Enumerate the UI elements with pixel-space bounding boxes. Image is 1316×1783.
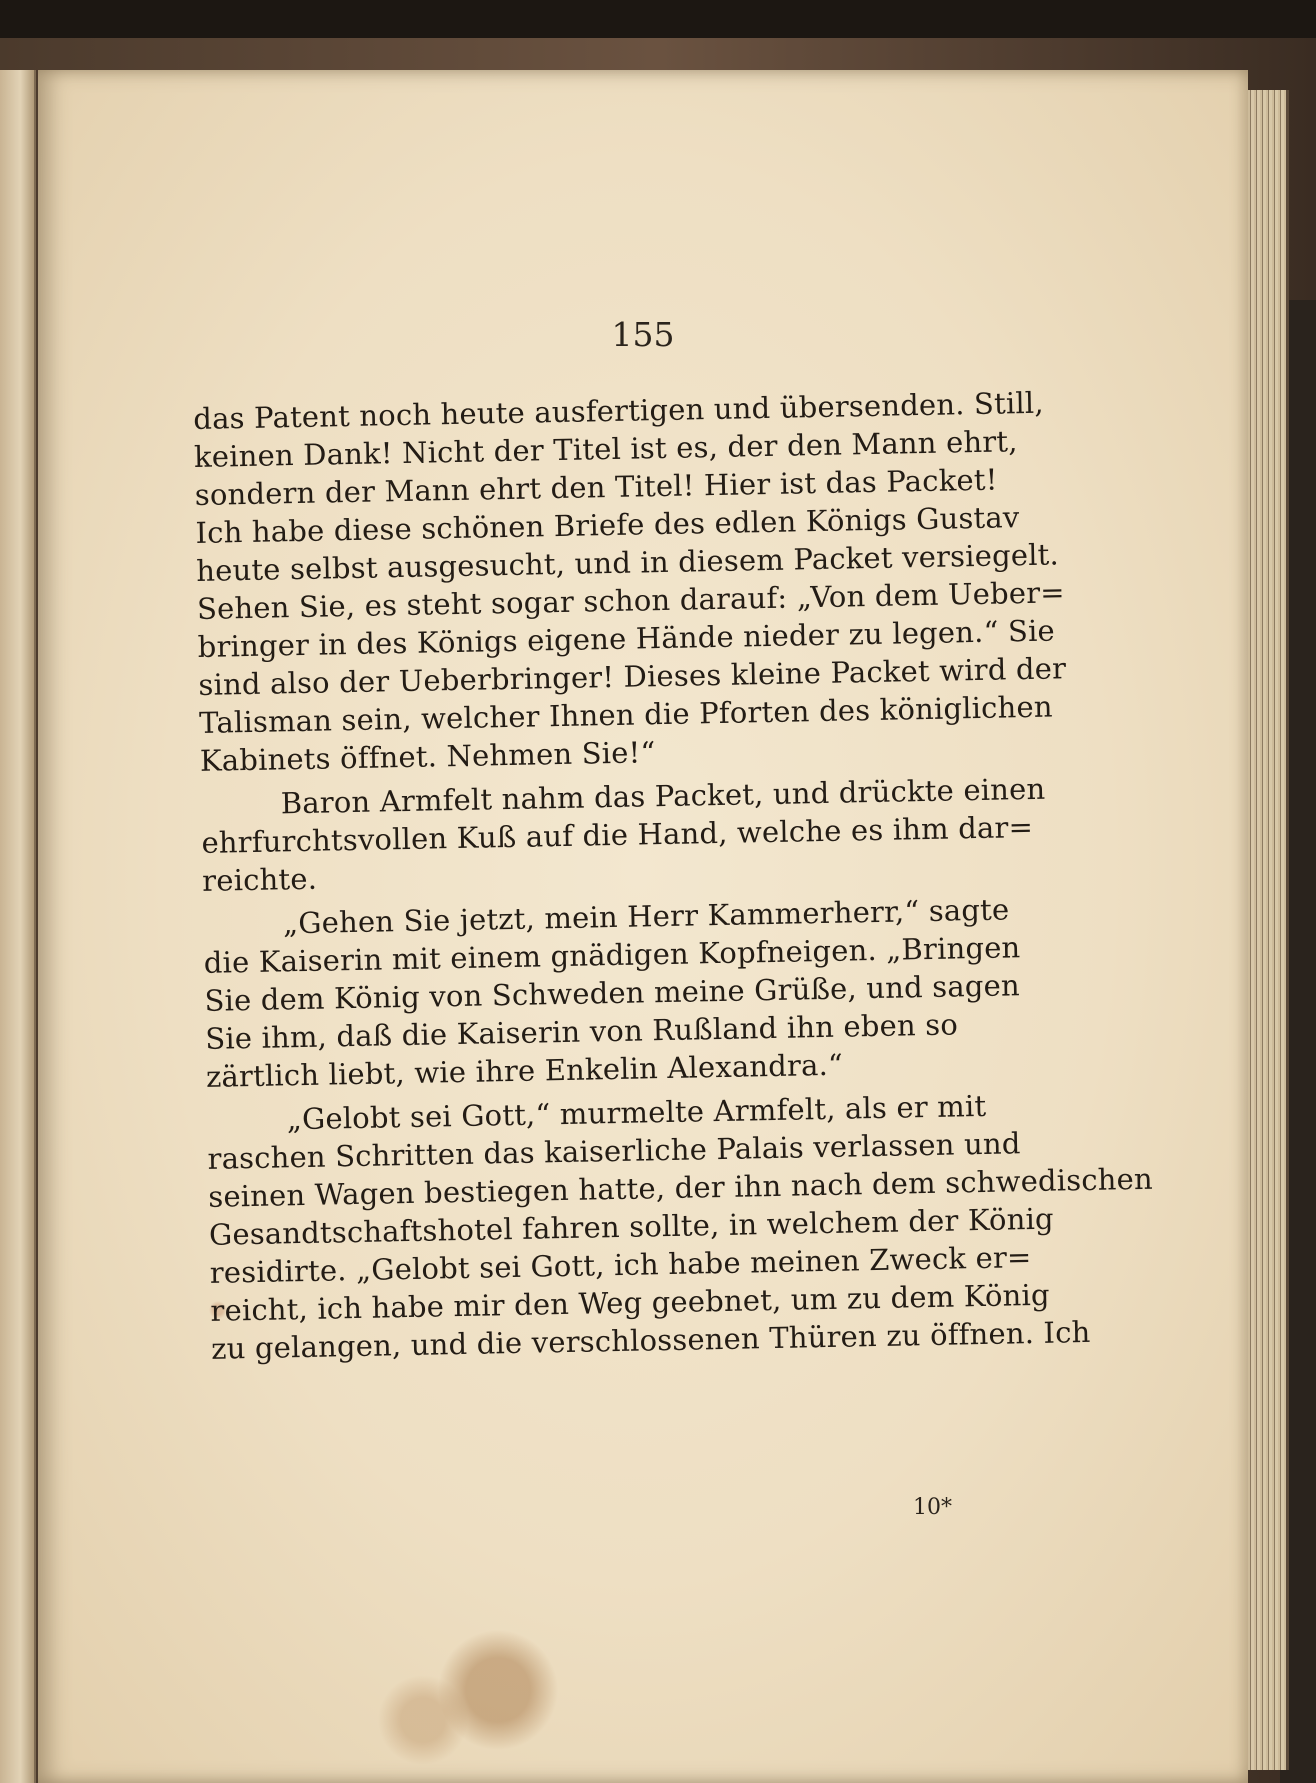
text-line: zärtlich liebt, wie ihre Enkelin Alexandra.“ (205, 1047, 844, 1094)
text-line: keinen Dank! Nicht der Titel ist es, der den Mann ehrt, (193, 424, 1018, 474)
book-page (38, 70, 1248, 1783)
text-line: sind also der Ueberbringer! Dieses kleine Packet wird der (198, 651, 1067, 702)
text-line: Sehen Sie, es steht sogar schon darauf: „Von dem Ueber= (196, 575, 1066, 626)
text-line: reichte. (201, 861, 318, 898)
text-line: das Patent noch heute ausfertigen und übersenden. Still, (193, 385, 1045, 436)
printer-signature-mark: 10* (913, 1495, 952, 1520)
text-line: Gesandtschaftshotel fahren sollte, in welchem der König (208, 1201, 1055, 1252)
text-line: Sie ihm, daß die Kaiserin von Rußland ihn eben so (204, 1007, 959, 1056)
text-line: sondern der Mann ehrt den Titel! Hier ist das Packet! (194, 462, 998, 512)
text-line: Sie dem König von Schweden meine Grüße, und sagen (204, 968, 1021, 1018)
text-line: seinen Wagen bestiegen hatte, der ihn nach dem schwedischen (207, 1161, 1154, 1214)
text-line: raschen Schritten das kaiserliche Palais verlassen und (207, 1126, 1021, 1176)
text-line: residirte. „Gelobt sei Gott, ich habe meinen Zweck er= (209, 1240, 1032, 1290)
text-line: Baron Armfelt nahm das Packet, und drückte einen (280, 771, 1046, 821)
text-line: reicht, ich habe mir den Weg geebnet, um zu dem König (210, 1277, 1051, 1328)
text-line: die Kaiserin mit einem gnädigen Kopfneigen. „Bringen (203, 930, 1021, 980)
page-number: 155 (611, 315, 675, 354)
page-text (193, 382, 1154, 1368)
left-page-edge (0, 70, 36, 1783)
text-line: ehrfurchtsvollen Kuß auf die Hand, welche es ihm dar= (201, 809, 1034, 860)
text-line: „Gelobt sei Gott,“ murmelte Armfelt, als er mit (286, 1088, 987, 1137)
text-line: „Gehen Sie jetzt, mein Herr Kammerherr,“ sagte (282, 892, 1010, 941)
text-line: bringer in des Königs eigene Hände nieder zu legen.“ Sie (197, 613, 1056, 664)
text-line: zu gelangen, und die verschlossenen Thüren zu öffnen. Ich (210, 1314, 1091, 1366)
text-line: Ich habe diese schönen Briefe des edlen Königs Gustav (195, 500, 1020, 550)
text-line: heute selbst ausgesucht, und in diesem Packet versiegelt. (195, 537, 1060, 588)
text-line: Talisman sein, welcher Ihnen die Pforten des königlichen (198, 689, 1053, 740)
text-line: Kabinets öffnet. Nehmen Sie!“ (199, 735, 656, 778)
